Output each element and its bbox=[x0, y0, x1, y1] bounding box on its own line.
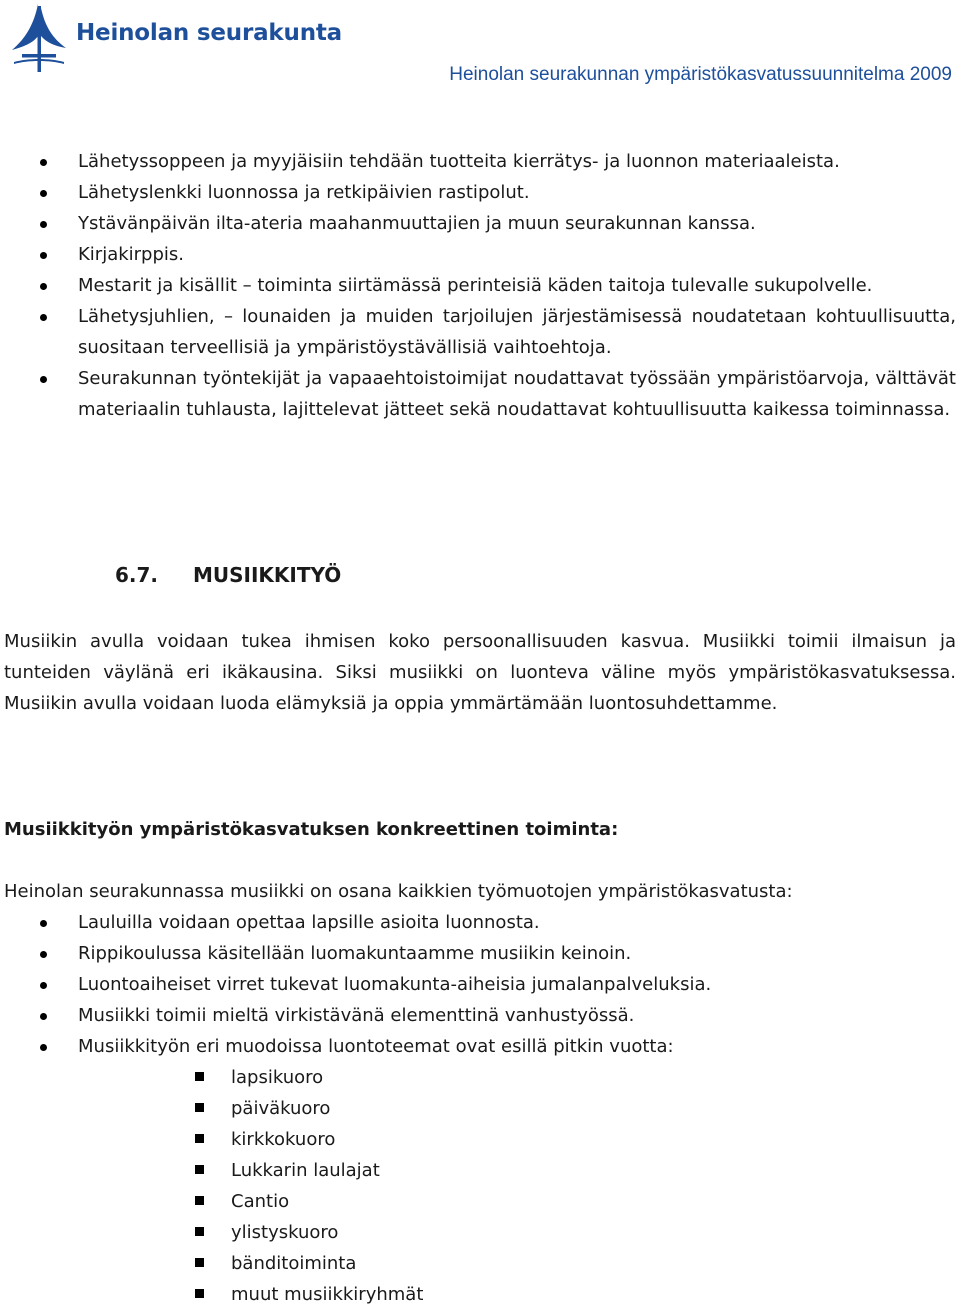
concrete-heading: Musiikkityön ympäristökasvatuksen konkreettinen toiminta: bbox=[4, 819, 619, 840]
organization-name: Heinolan seurakunta bbox=[76, 20, 342, 46]
top-bullet-list bbox=[0, 146, 960, 425]
square-bullet-icon bbox=[195, 1165, 204, 1174]
square-bullet-icon bbox=[195, 1196, 204, 1205]
list-item: Luontoaiheiset virret tukevat luomakunta-aiheisia jumalanpalveluksia. bbox=[0, 969, 960, 1000]
church-sail-logo-icon bbox=[8, 2, 70, 74]
concrete-bullet-section bbox=[0, 907, 960, 1310]
bullet-icon bbox=[40, 221, 47, 228]
list-item: Mestarit ja kisällit – toiminta siirtämässä perinteisiä käden taitoja tulevalle sukupolvelle. bbox=[0, 270, 960, 301]
list-item: Musiikkityön eri muodoissa luontoteemat ovat esillä pitkin vuotta: bbox=[0, 1031, 960, 1062]
square-bullet-icon bbox=[195, 1134, 204, 1143]
list-item: Ystävänpäivän ilta-ateria maahanmuuttajien ja muun seurakunnan kanssa. bbox=[0, 208, 960, 239]
section-heading bbox=[115, 563, 341, 587]
list-item: Cantio bbox=[0, 1186, 960, 1217]
bullet-icon bbox=[40, 252, 47, 259]
list-item: Kirjakirppis. bbox=[0, 239, 960, 270]
bullet-icon bbox=[40, 314, 47, 321]
list-item: ylistyskuoro bbox=[0, 1217, 960, 1248]
list-item: Lähetyssoppeen ja myyjäisiin tehdään tuotteita kierrätys- ja luonnon materiaaleista. bbox=[0, 146, 960, 177]
bullet-icon bbox=[40, 1013, 47, 1020]
list-item: Seurakunnan työntekijät ja vapaaehtoistoimijat noudattavat työssään ympäristöarvoja, välttävät materiaalin tuhlausta, lajittelevat jätteet sekä noudattavat kohtuullisuutta kaikessa toiminnassa. bbox=[0, 363, 960, 425]
square-bullet-icon bbox=[195, 1227, 204, 1236]
list-item: päiväkuoro bbox=[0, 1093, 960, 1124]
music-group-list bbox=[0, 1062, 960, 1310]
bullet-icon bbox=[40, 190, 47, 197]
page-header bbox=[0, 0, 960, 100]
bullet-icon bbox=[40, 1044, 47, 1051]
square-bullet-icon bbox=[195, 1072, 204, 1081]
list-item: lapsikuoro bbox=[0, 1062, 960, 1093]
list-item: Lukkarin laulajat bbox=[0, 1155, 960, 1186]
list-item: Rippikoulussa käsitellään luomakuntaamme musiikin keinoin. bbox=[0, 938, 960, 969]
bullet-icon bbox=[40, 283, 47, 290]
list-item: Musiikki toimii mieltä virkistävänä elementtinä vanhustyössä. bbox=[0, 1000, 960, 1031]
list-item: bänditoiminta bbox=[0, 1248, 960, 1279]
top-bullet-section bbox=[0, 146, 960, 425]
section-number: 6.7. bbox=[115, 563, 159, 587]
concrete-bullet-list bbox=[0, 907, 960, 1062]
bullet-icon bbox=[40, 920, 47, 927]
bullet-icon bbox=[40, 951, 47, 958]
list-item: Lauluilla voidaan opettaa lapsille asioita luonnosta. bbox=[0, 907, 960, 938]
list-item: muut musiikkiryhmät bbox=[0, 1279, 960, 1310]
list-item: Lähetyslenkki luonnossa ja retkipäivien rastipolut. bbox=[0, 177, 960, 208]
bullet-icon bbox=[40, 159, 47, 166]
square-bullet-icon bbox=[195, 1258, 204, 1267]
bullet-icon bbox=[40, 376, 47, 383]
section-paragraph: Musiikin avulla voidaan tukea ihmisen koko persoonallisuuden kasvua. Musiikki toimii ilmaisun ja tunteiden väylänä eri ikäkausina. Siksi musiikki on luonteva väline myös ympäristökasvatuksessa. Musiikin avulla voidaan luoda elämyksiä ja oppia ymmärtämään luontosuhdettamme. bbox=[4, 631, 956, 714]
list-item: Lähetysjuhlien, – lounaiden ja muiden tarjoilujen järjestämisessä noudatetaan kohtuullisuutta, suositaan terveellisiä ja ympäristöystävällisiä vaihtoehtoja. bbox=[0, 301, 960, 363]
list-item: kirkkokuoro bbox=[0, 1124, 960, 1155]
square-bullet-icon bbox=[195, 1103, 204, 1112]
section-title: MUSIIKKITYÖ bbox=[193, 563, 342, 587]
square-bullet-icon bbox=[195, 1289, 204, 1298]
concrete-intro: Heinolan seurakunnassa musiikki on osana kaikkien työmuotojen ympäristökasvatusta: bbox=[4, 881, 793, 902]
document-title: Heinolan seurakunnan ympäristökasvatussuunnitelma 2009 bbox=[449, 64, 952, 85]
bullet-icon bbox=[40, 982, 47, 989]
